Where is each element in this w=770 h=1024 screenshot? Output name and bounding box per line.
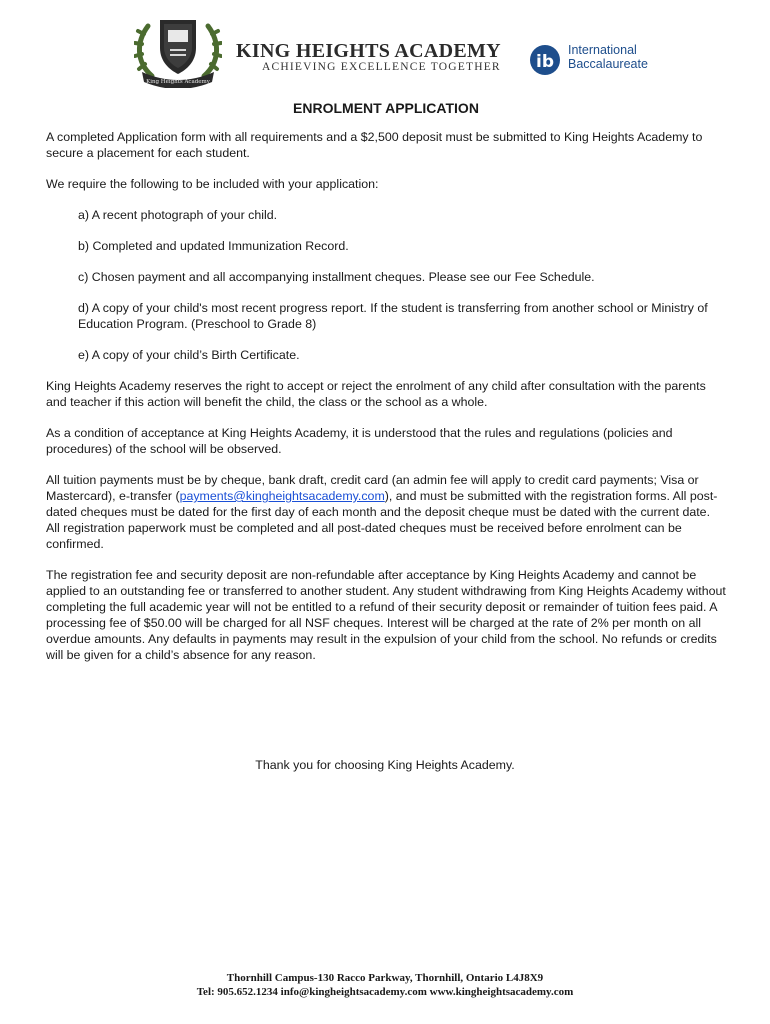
thank-you-line: Thank you for choosing King Heights Academy. — [255, 758, 515, 772]
footer-address: Thornhill Campus-130 Racco Parkway, Thornhill, Ontario L4J8X9 — [226, 972, 544, 984]
payments-text-after: ), and must be submitted with the registration forms. All post-dated cheques must be dated for the first day of each month and the deposit cheque must be dated with the current date. All registration paperwork must be completed and all post-dated cheques must be received before enrolment can be confirmed. — [46, 489, 718, 551]
letterhead — [0, 0, 770, 95]
school-name: KING HEIGHTS ACADEMY — [236, 40, 501, 62]
acceptance-condition-paragraph: As a condition of acceptance at King Heights Academy, it is understood that the rules and regulations (policies and procedures) of the school will be observed. — [46, 426, 673, 456]
school-crest-logo — [134, 14, 222, 88]
ib-line-1: International — [568, 43, 637, 57]
requirement-item: a) A recent photograph of your child. — [78, 208, 278, 222]
requirement-item: e) A copy of your child’s Birth Certificate. — [78, 348, 300, 362]
ib-wordmark — [568, 43, 648, 71]
payments-email-link[interactable]: payments@kingheightsacademy.com — [179, 489, 385, 503]
reserve-rights-paragraph: King Heights Academy reserves the right to accept or reject the enrolment of any child after consultation with the parents and teacher if this action will benefit the child, the class or the school as a whole. — [46, 379, 706, 409]
document-body — [46, 100, 726, 678]
footer — [0, 971, 770, 999]
requirements-intro: We require the following to be included with your application: — [46, 177, 379, 191]
ib-logo-icon — [528, 40, 562, 78]
payments-text-before: All tuition payments must be by cheque, bank draft, credit card (an admin fee will apply to credit card payments; Visa or Mastercard), e-transfer ( — [46, 473, 699, 503]
ib-logo-letters: ib — [536, 52, 554, 72]
requirement-item: d) A copy of your child's most recent progress report. If the student is transferring from another school or Ministry of Education Program. (Preschool to Grade 8) — [78, 301, 708, 331]
crest-banner-text: King Heights Academy — [146, 79, 210, 85]
payments-paragraph — [46, 472, 726, 552]
intro-paragraph: A completed Application form with all requirements and a $2,500 deposit must be submitted to King Heights Academy to secure a placement for each student. — [46, 130, 703, 160]
footer-contact: Tel: 905.652.1234 info@kingheightsacademy.com www.kingheightsacademy.com — [196, 986, 574, 998]
requirement-item: b) Completed and updated Immunization Record. — [78, 239, 349, 253]
requirement-item: c) Chosen payment and all accompanying installment cheques. Please see our Fee Schedule. — [78, 270, 595, 284]
page-title: ENROLMENT APPLICATION — [293, 100, 479, 116]
ib-line-2: Baccalaureate — [568, 57, 648, 71]
refund-policy-paragraph: The registration fee and security deposit are non-refundable after acceptance by King Heights Academy and cannot be applied to an outstanding fee or transferred to another student. Any student withdrawing from King Heights Academy without completing the full academic year will not be entitled to a refund of their security deposit or remainder of tuition fees paid. A processing fee of $50.00 will be charged for all NSF cheques. Interest will be charged at the rate of 2% per month on all overdue amounts. Any defaults in payments may result in the expulsion of your child from the school. No refunds or credits will be given for a child’s absence for any reason. — [46, 568, 726, 662]
school-tagline: ACHIEVING EXCELLENCE TOGETHER — [262, 61, 501, 73]
